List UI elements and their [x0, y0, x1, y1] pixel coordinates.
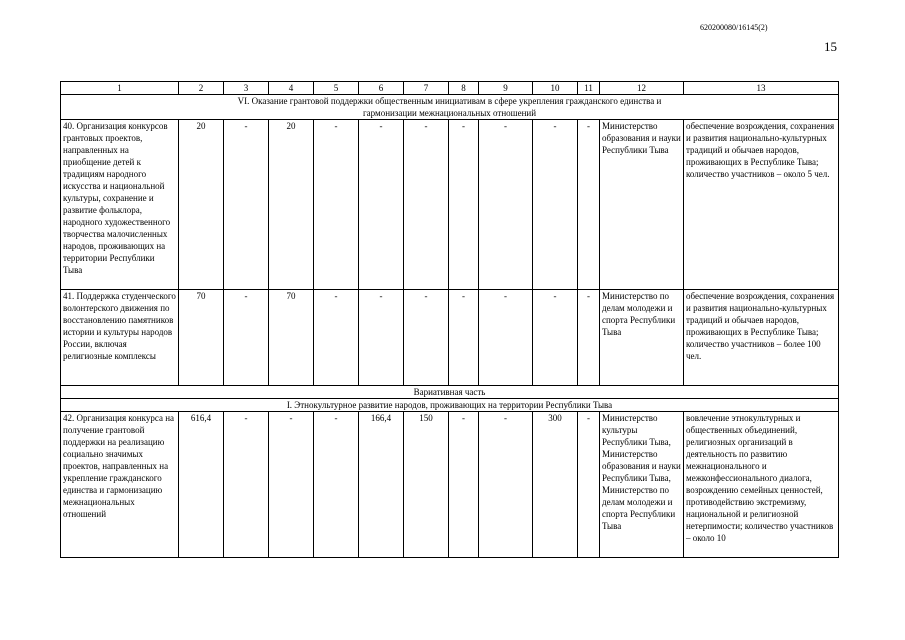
col-header: 7 [404, 82, 449, 95]
value-cell: - [533, 290, 578, 386]
value-cell: - [578, 412, 600, 558]
value-cell: - [224, 120, 269, 290]
col-header: 4 [269, 82, 314, 95]
value-cell: - [449, 412, 479, 558]
section-row [61, 386, 839, 399]
col-header: 12 [600, 82, 684, 95]
value-cell: - [224, 290, 269, 386]
executor-cell: Министерство культуры Республики Тыва, Министерство образования и науки Республики Тыва, Министерство по делам молодежи и спорта Республики Тыва [600, 412, 684, 558]
value-cell: - [449, 290, 479, 386]
col-header: 2 [179, 82, 224, 95]
value-cell: - [479, 120, 533, 290]
value-cell: - [359, 120, 404, 290]
value-cell: - [533, 120, 578, 290]
page-number: 15 [824, 39, 837, 54]
section-heading: I. Этнокультурное развитие народов, проживающих на территории Республики Тыва [61, 399, 839, 412]
col-header: 9 [479, 82, 533, 95]
row-name-cell: 40. Организация конкурсов грантовых проектов, направленных на приобщение детей к традициям народного искусства и национальной культуры, сохранение и развитие фольклора, народного художественного творчества малочисленных народов, проживающих на территории Республики Тыва [61, 120, 179, 290]
section-row [61, 95, 839, 120]
value-cell: - [449, 120, 479, 290]
col-header: 1 [61, 82, 179, 95]
value-cell: 300 [533, 412, 578, 558]
result-cell: обеспечение возрождения, сохранения и развития национально-культурных традиций и обычаев народов, проживающих в Республике Тыва; количество участников – более 100 чел. [684, 290, 839, 386]
value-cell: 70 [179, 290, 224, 386]
table-row [61, 120, 839, 290]
col-header: 10 [533, 82, 578, 95]
variable-part-heading: Вариативная часть [61, 386, 839, 399]
document-id: 620200080/16145(2) [700, 23, 768, 32]
value-cell: - [479, 412, 533, 558]
value-cell: - [224, 412, 269, 558]
result-cell: вовлечение этнокультурных и общественных объединений, религиозных организаций в деятельность по развитию межнационального и межконфессионального диалога, возрождению семейных ценностей, противодействию экстремизму, национальной и религиозной нетерпимости; количество участников – около 10 [684, 412, 839, 558]
value-cell: 616,4 [179, 412, 224, 558]
value-cell: - [404, 290, 449, 386]
row-name-cell: 41. Поддержка студенческого волонтерского движения по восстановлению памятников истории и культуры народов России, включая религиозные комплексы [61, 290, 179, 386]
value-cell: 70 [269, 290, 314, 386]
col-header: 8 [449, 82, 479, 95]
value-cell: 166,4 [359, 412, 404, 558]
row-name-cell: 42. Организация конкурса на получение грантовой поддержки на реализацию социально значимых проектов, направленных на укрепление гражданского единства и гармонизацию межнациональных отношений [61, 412, 179, 558]
executor-cell: Министерство по делам молодежи и спорта Республики Тыва [600, 290, 684, 386]
col-header: 13 [684, 82, 839, 95]
table-row [61, 290, 839, 386]
value-cell: - [314, 412, 359, 558]
col-header: 5 [314, 82, 359, 95]
value-cell: - [479, 290, 533, 386]
value-cell: 20 [179, 120, 224, 290]
value-cell: 150 [404, 412, 449, 558]
value-cell: - [314, 120, 359, 290]
column-number-row [61, 82, 839, 95]
value-cell: - [359, 290, 404, 386]
section-row [61, 399, 839, 412]
col-header: 11 [578, 82, 600, 95]
value-cell: - [269, 412, 314, 558]
result-cell: обеспечение возрождения, сохранения и развития национально-культурных традиций и обычаев народов, проживающих в Республике Тыва; количество участников – около 5 чел. [684, 120, 839, 290]
col-header: 6 [359, 82, 404, 95]
table-row [61, 412, 839, 558]
value-cell: - [404, 120, 449, 290]
section-heading: VI. Оказание грантовой поддержки общественным инициативам в сфере укрепления гражданского единства и гармонизации межнациональных отношений [61, 95, 839, 120]
program-table [60, 81, 839, 558]
executor-cell: Министерство образования и науки Республики Тыва [600, 120, 684, 290]
value-cell: - [578, 120, 600, 290]
value-cell: - [314, 290, 359, 386]
value-cell: 20 [269, 120, 314, 290]
value-cell: - [578, 290, 600, 386]
col-header: 3 [224, 82, 269, 95]
